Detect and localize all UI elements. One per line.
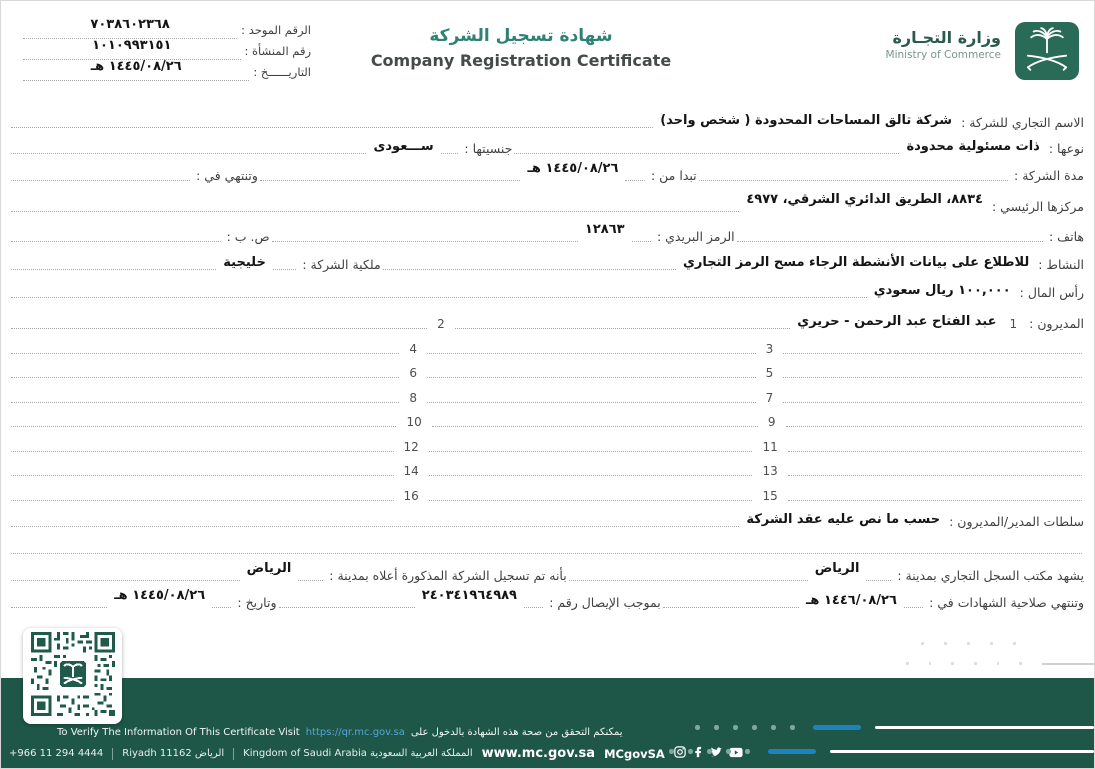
qr-code-card [23, 628, 122, 724]
managers-row-8 [9, 480, 1084, 505]
capital-label: رأس المال : [1019, 285, 1084, 300]
validity-receipt-row [9, 585, 1084, 612]
footer-country: Kingdom of Saudi Arabia المملكة العربية السعودية [243, 748, 473, 759]
document-title-block [301, 26, 741, 70]
receipt-date-value: ١٤٤٥/٠٨/٢٦ هـ [114, 587, 206, 603]
decor-dots-row-1 [921, 642, 1016, 645]
head-office-row [9, 185, 1084, 216]
manager-slot-number: 10 [406, 415, 422, 429]
footer-social-handle: MCgovSA [604, 746, 665, 761]
managers-row-6 [9, 431, 1084, 456]
registry-office-city: الرياض [814, 560, 860, 576]
duration-label: مدة الشركة : [1014, 168, 1084, 183]
header-meta-block [23, 18, 311, 81]
phone-postal-row [9, 216, 1084, 246]
trade-name-row [9, 105, 1084, 132]
empty-dotted-row [9, 531, 1084, 558]
managers-row-1 [9, 302, 1084, 333]
capital-row [9, 274, 1084, 302]
managers-row-3 [9, 358, 1084, 383]
manager-slot-number: 4 [409, 341, 418, 356]
manager-slot-number: 16 [403, 488, 419, 503]
manager-slot-number: 14 [403, 464, 419, 478]
footer-city: Riyadh 11162 الرياض [122, 748, 225, 759]
head-office-value: ٨٨٣٤، الطريق الدائري الشرقي، ٤٩٧٧ [746, 192, 983, 207]
manager-1-name: عبد الفتاح عبد الرحمن - حريري [797, 314, 997, 329]
receipt-date-label: وتاريخ : [237, 594, 277, 610]
ministry-of-commerce-logo [1015, 22, 1079, 80]
manager-slot-number: 8 [409, 390, 418, 405]
qr-code [31, 632, 115, 720]
company-type-value: ذات مسئولية محدودة [906, 139, 1040, 154]
receipt-number-label: بموجب الإيصال رقم : [549, 594, 661, 610]
managers-row-2 [9, 333, 1084, 358]
band-decoration-row-2 [669, 749, 1094, 754]
saudi-palm-swords-emblem-icon [1022, 26, 1072, 76]
ownership-label: ملكية الشركة : [302, 257, 381, 272]
certificate-fields [9, 105, 1084, 612]
trade-name-value: شركة تالق المساحات المحدودة ( شخص واحد) [660, 113, 953, 128]
verify-line [57, 727, 623, 738]
activity-ownership-row [9, 246, 1084, 274]
decor-dots-row-2 [906, 662, 1094, 665]
manager-slot-number: 2 [437, 317, 445, 331]
activity-value: للاطلاع على بيانات الأنشطة الرجاء مسح الرمز التجاري [682, 255, 1030, 270]
trade-name-label: الاسم التجاري للشركة : [961, 115, 1084, 130]
validity-date: ١٤٤٦/٠٨/٢٦ هـ [805, 592, 897, 608]
nationality-value: ســـعودى [373, 139, 434, 154]
managers-row-7 [9, 456, 1084, 481]
unified-number-value: ٧٠٣٨٦٠٢٣٦٨ [90, 17, 170, 32]
managers-row-5 [9, 407, 1084, 432]
entity-number-label: رقم المنشأة : [244, 44, 311, 58]
ends-on-label: وتنتهي في : [196, 168, 258, 183]
contact-line [9, 746, 743, 761]
registered-in-label: بأنه تم تسجيل الشركة المذكورة أعلاه بمدينة : [329, 567, 567, 583]
registered-in-city: الرياض [246, 560, 292, 576]
starts-from-label: تبدا من : [650, 168, 697, 183]
nationality-label: جنسيتها : [464, 141, 513, 156]
manager-slot-number: 9 [767, 415, 776, 429]
capital-value: ١٠٠,٠٠٠ ريال سعودي [873, 283, 1011, 298]
registry-office-row [9, 558, 1084, 585]
managers-row-4 [9, 382, 1084, 407]
starts-from-value: ١٤٤٥/٠٨/٢٦ هـ [527, 161, 619, 176]
verify-text-ar: يمكنكم التحقق من صحة هذه الشهادة بالدخول على [410, 727, 623, 738]
verify-text-en: To Verify The Information Of This Certificate Visit [57, 727, 300, 738]
company-type-label: نوعها : [1048, 141, 1084, 156]
manager-slot-number: 6 [409, 366, 418, 380]
ownership-value: خليجية [223, 255, 266, 270]
unified-number-label: الرقم الموحد : [241, 23, 311, 37]
manager-slot-number: 5 [765, 366, 774, 380]
manager-slot-number: 15 [762, 488, 778, 503]
manager-powers-label: سلطات المدير/المديرون : [949, 513, 1084, 529]
managers-label: المديرون : [1029, 316, 1084, 331]
issue-date-value: ١٤٤٥/٠٨/٢٦ هـ [90, 59, 182, 74]
activity-label: النشاط : [1038, 257, 1084, 272]
separator [233, 748, 234, 760]
issue-date-label: التاريــــــخ : [253, 65, 311, 79]
certificate-title-arabic: شهادة تسجيل الشركة [429, 26, 613, 46]
verify-link[interactable]: https://qr.mc.gov.sa [305, 727, 405, 738]
head-office-label: مركزها الرئيسي : [992, 199, 1084, 214]
manager-slot-number: 1 [1009, 317, 1018, 331]
manager-slot-number: 3 [765, 341, 774, 356]
separator [112, 748, 113, 760]
receipt-number-value: ٢٤٠٣٤١٩٦٤٩٨٩ [421, 587, 517, 603]
registry-office-label: يشهد مكتب السجل التجاري بمدينة : [897, 567, 1084, 583]
manager-slot-number: 11 [762, 439, 778, 454]
po-box-label: ص. ب : [226, 229, 270, 244]
footer-website[interactable]: www.mc.gov.sa [481, 746, 596, 761]
company-duration-row [9, 158, 1084, 185]
footer-phone: +966 11 294 4444 [9, 748, 104, 759]
entity-number-value: ١٠١٠٩٩٣١٥١ [92, 38, 172, 53]
certificate-title-english: Company Registration Certificate [370, 51, 672, 70]
postal-code-label: الرمز البريدي : [656, 229, 735, 244]
manager-slot-number: 7 [765, 390, 774, 405]
ministry-name-arabic: وزارة التجـارة [892, 28, 1001, 47]
manager-powers-value: حسب ما نص عليه عقد الشركة [746, 511, 941, 527]
manager-slot-number: 13 [762, 464, 778, 478]
band-decoration-row-1 [695, 725, 1094, 730]
postal-code-value: ١٢٨٦٣ [584, 222, 625, 237]
ministry-name-english: Ministry of Commerce [885, 49, 1001, 61]
ministry-name-block [886, 28, 1001, 61]
issue-date-row [23, 60, 311, 81]
manager-slot-number: 12 [403, 439, 419, 454]
company-type-row [9, 132, 1084, 158]
phone-label: هاتف : [1048, 229, 1084, 244]
validity-label: وتنتهي صلاحية الشهادات في : [929, 594, 1084, 610]
manager-powers-row [9, 505, 1084, 531]
